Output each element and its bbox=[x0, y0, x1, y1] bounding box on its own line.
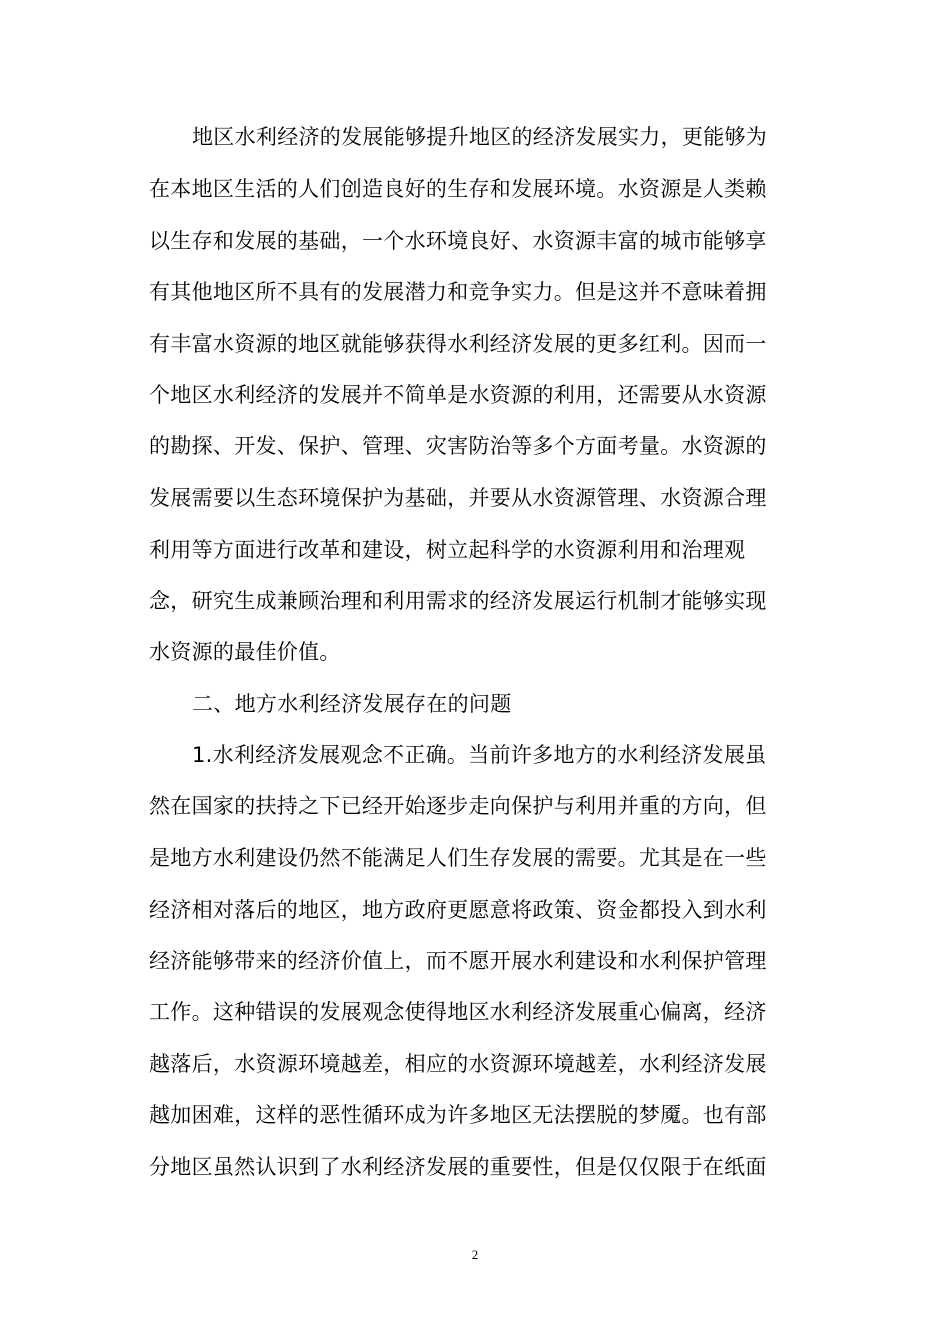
paragraph-line: 越落后，水资源环境越差，相应的水资源环境越差，水利经济发展 bbox=[149, 1052, 767, 1076]
paragraph-line: 经济能够带来的经济价值上，而不愿开展水利建设和水利保护管理 bbox=[149, 949, 767, 973]
page-number: 2 bbox=[471, 1247, 479, 1262]
paragraph-line: 1.水利经济发展观念不正确。当前许多地方的水利经济发展虽 bbox=[192, 743, 767, 767]
paragraph-line: 分地区虽然认识到了水利经济发展的重要性，但是仅仅限于在纸面 bbox=[149, 1155, 767, 1179]
paragraph-line: 是地方水利建设仍然不能满足人们生存发展的需要。尤其是在一些 bbox=[149, 846, 767, 870]
paragraph-line: 以生存和发展的基础，一个水环境良好、水资源丰富的城市能够享 bbox=[149, 229, 767, 253]
paragraph-line: 经济相对落后的地区，地方政府更愿意将政策、资金都投入到水利 bbox=[149, 898, 767, 922]
paragraph-line: 工作。这种错误的发展观念使得地区水利经济发展重心偏离，经济 bbox=[149, 1000, 767, 1024]
paragraph-line: 水资源的最佳价值。 bbox=[149, 640, 341, 664]
paragraph-line: 个地区水利经济的发展并不简单是水资源的利用，还需要从水资源 bbox=[149, 383, 767, 407]
paragraph-line: 有丰富水资源的地区就能够获得水利经济发展的更多红利。因而一 bbox=[149, 332, 767, 356]
section-heading: 二、地方水利经济发展存在的问题 bbox=[192, 692, 512, 716]
paragraph-line: 然在国家的扶持之下已经开始逐步走向保护与利用并重的方向，但 bbox=[149, 794, 767, 818]
paragraph-line: 的勘探、开发、保护、管理、灾害防治等多个方面考量。水资源的 bbox=[149, 434, 767, 458]
paragraph-line: 在本地区生活的人们创造良好的生存和发展环境。水资源是人类赖 bbox=[149, 177, 767, 201]
paragraph-line: 念，研究生成兼顾治理和利用需求的经济发展运行机制才能够实现 bbox=[149, 589, 767, 613]
paragraph-line: 有其他地区所不具有的发展潜力和竞争实力。但是这并不意味着拥 bbox=[149, 280, 767, 304]
paragraph-line: 地区水利经济的发展能够提升地区的经济发展实力，更能够为 bbox=[192, 125, 768, 149]
paragraph-line: 发展需要以生态环境保护为基础，并要从水资源管理、水资源合理 bbox=[149, 486, 767, 510]
paragraph-line: 利用等方面进行改革和建设，树立起科学的水资源利用和治理观 bbox=[149, 538, 746, 562]
paragraph-line: 越加困难，这样的恶性循环成为许多地区无法摆脱的梦魇。也有部 bbox=[149, 1103, 767, 1127]
